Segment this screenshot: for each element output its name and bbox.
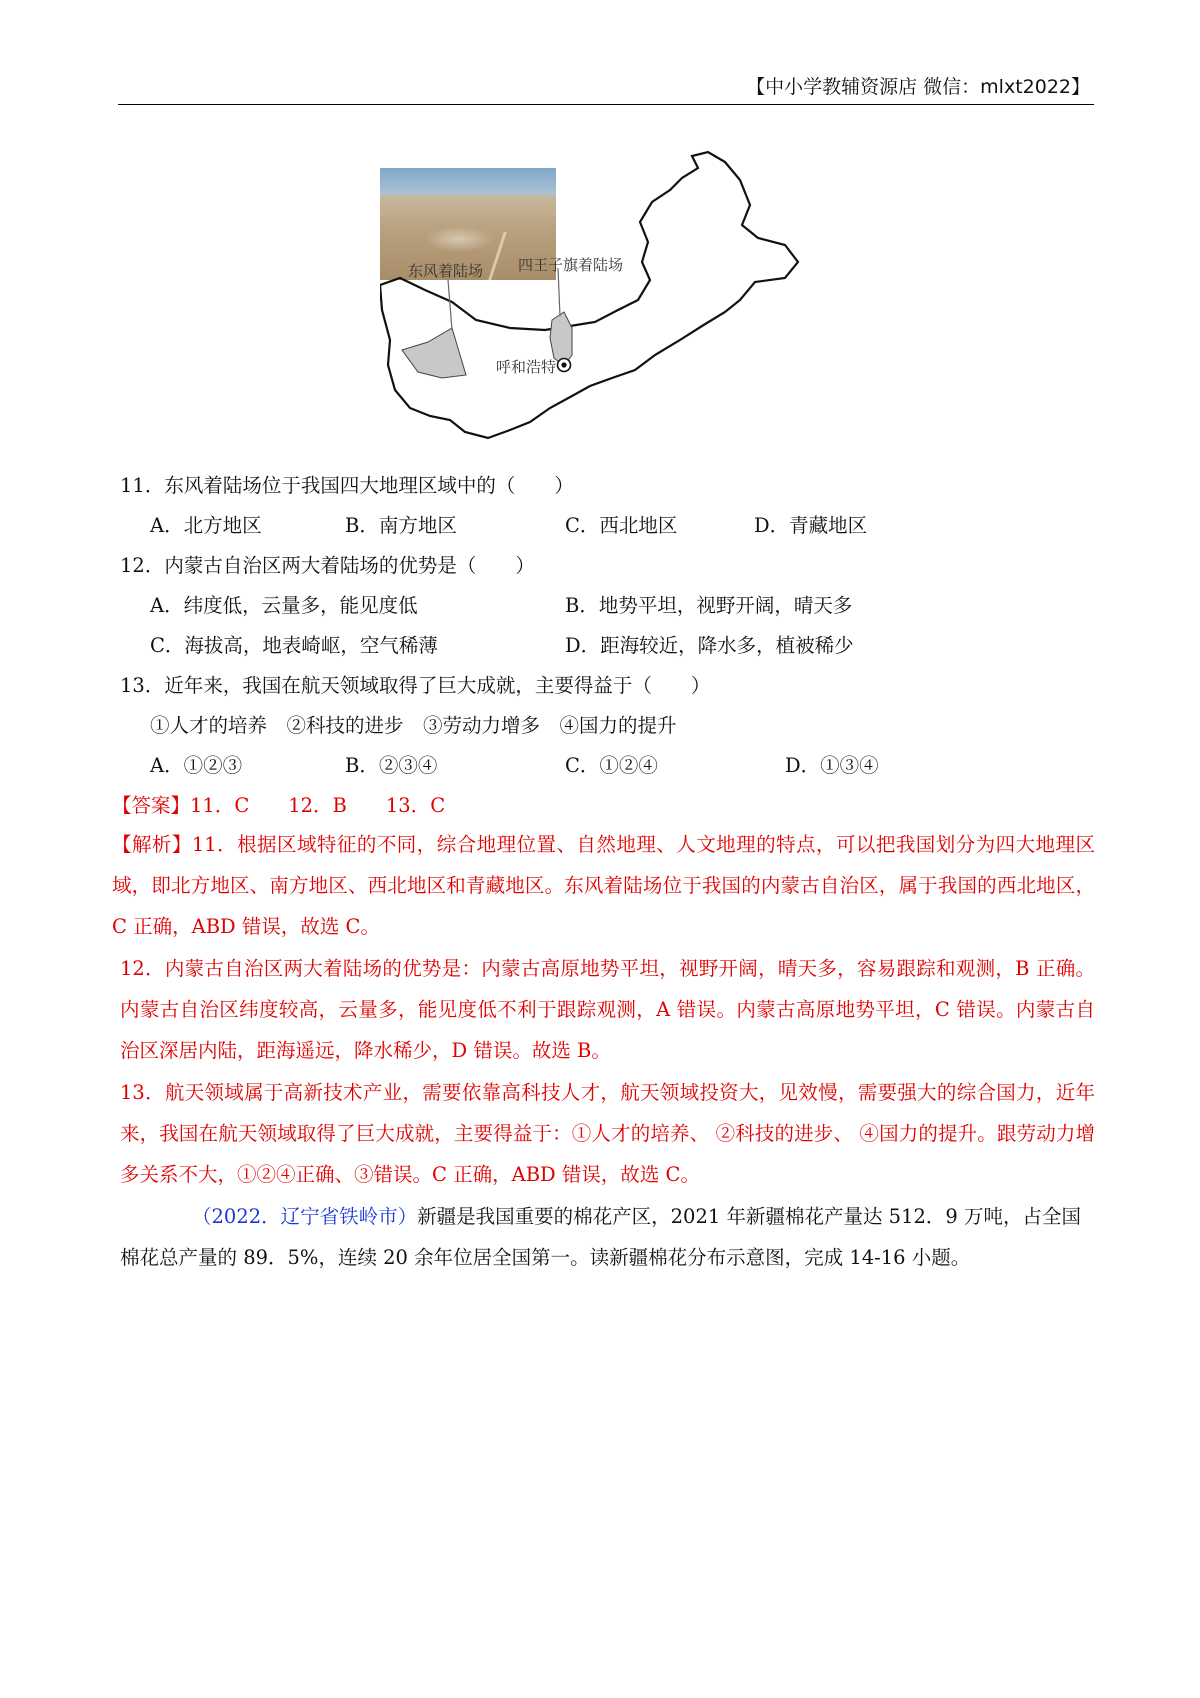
hohhot-marker-inner [561,362,566,367]
q12-option-a: A．纬度低，云量多，能见度低 [150,594,418,617]
dongfeng-landing-area [402,328,466,378]
dongfeng-leader-line [448,280,452,330]
q13-option-d: D．①③④ [785,754,879,777]
q11-stem: 11．东风着陆场位于我国四大地理区域中的（ ） [120,474,574,497]
header-text: 【中小学教辅资源店 微信：mlxt2022】 [746,76,1090,98]
q11-option-b: B．南方地区 [345,514,457,537]
q13-option-b: B．②③④ [345,754,438,777]
page-header [118,70,1094,105]
inner-mongolia-map-figure [380,150,840,450]
q13-option-a: A．①②③ [150,754,243,777]
q12-option-d: D．距海较近，降水多，植被稀少 [565,634,854,657]
q12-stem: 12．内蒙古自治区两大着陆场的优势是（ ） [120,554,535,577]
label-hohhot: 呼和浩特 [496,358,557,376]
analysis-q13: 13．航天领域属于高新技术产业，需要依靠高科技人才，航天领域投资大，见效慢，需要强大的综合国力，近年来，我国在航天领域取得了巨大成就，主要得益于：①人才的培养、 ②科技的进步、 ④国力的提升。跟劳动力增多关系不大，①②④正确、③错误。C 正确，ABD 错误，故选 C。 [120,1081,1095,1186]
q13-option-c: C．①②④ [565,754,658,777]
label-dongfeng: 东风着陆场 [408,262,484,280]
q11-option-c: C．西北地区 [565,514,678,537]
q11-option-a: A．北方地区 [150,514,262,537]
q12-option-b: B．地势平坦，视野开阔，晴天多 [565,594,853,617]
next-question-intro [120,1196,1095,1278]
analysis-q11: 【解析】11．根据区域特征的不同，综合地理位置、自然地理、人文地理的特点，可以把我国划分为四大地理区域，即北方地区、南方地区、西北地区和青藏地区。东风着陆场位于我国的内蒙古自治区，属于我国的西北地区，C 正确，ABD 错误，故选 C。 [112,833,1095,938]
q13-stem: 13．近年来，我国在航天领域取得了巨大成就，主要得益于（ ） [120,674,711,697]
siwangziqi-leader-line [558,268,560,316]
answer-line: 【答案】11．C 12．B 13．C [112,794,446,817]
next-question-text: 新疆是我国重要的棉花产区，2021 年新疆棉花产量达 512．9 万吨，占全国棉花总产量的 89．5%，连续 20 余年位居全国第一。读新疆棉花分布示意图，完成 14-16 小题。 [120,1205,1081,1269]
q11-option-d: D．青藏地区 [754,514,868,537]
next-question-source: （2022．辽宁省铁岭市） [192,1205,418,1228]
q13-items: ①人才的培养 ②科技的进步 ③劳动力增多 ④国力的提升 [150,714,677,737]
inner-mongolia-outline [380,150,840,450]
q12-option-c: C．海拔高，地表崎岖，空气稀薄 [150,634,438,657]
analysis-q12: 12．内蒙古自治区两大着陆场的优势是：内蒙古高原地势平坦，视野开阔，晴天多，容易跟踪和观测，B 正确。内蒙古自治区纬度较高，云量多，能见度低不利于跟踪观测，A 错误。内蒙古高原地势平坦，C 错误。内蒙古自治区深居内陆，距海遥远，降水稀少，D 错误。故选 B。 [120,957,1095,1062]
region-outline [380,152,798,438]
label-siwangziqi: 四王子旗着陆场 [518,256,624,274]
